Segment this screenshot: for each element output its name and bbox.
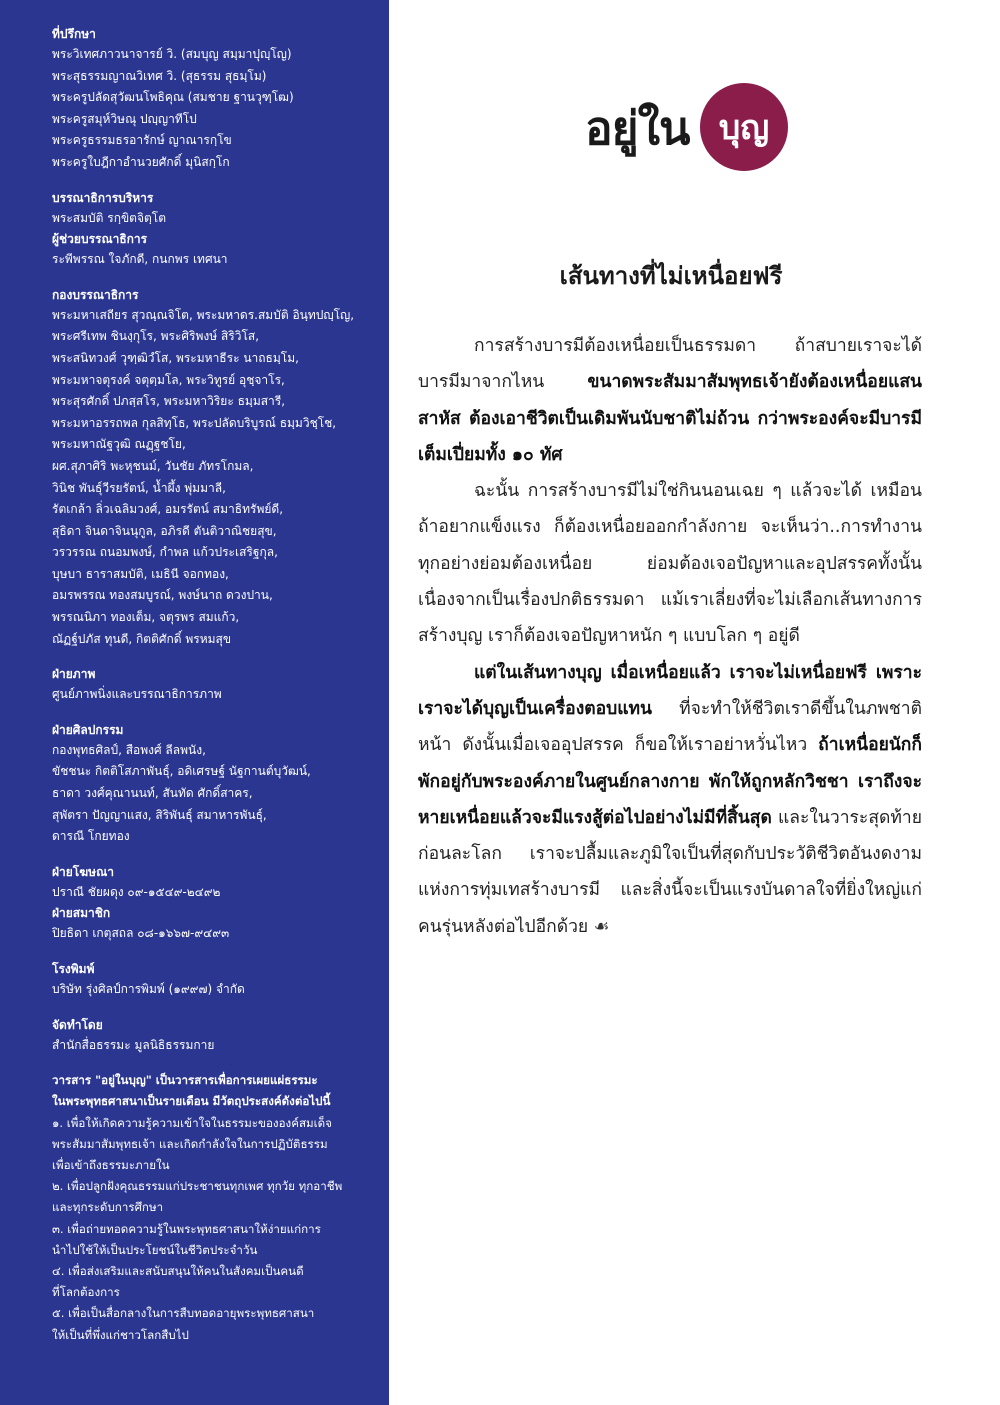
sidebar-line: นำไปใช้ให้เป็นประโยชน์ในชีวิตประจำวัน: [52, 1242, 258, 1257]
sidebar-section-exec-editor: [52, 188, 379, 230]
sidebar-heading: ฝ่ายศิลปกรรม: [52, 722, 124, 737]
sidebar-line: พระมหาเสถียร สุวณฺณจิโต, พระมหาดร.สมบัติ อินฺทปญฺโญ,: [52, 307, 355, 322]
sidebar-line: พระครูปลัดสุวัฒนโพธิคุณ (สมชาย ฐานวุฑฺโฒ): [52, 90, 294, 105]
bold-text-run: ขนาดพระสัมมาสัมพุทธเจ้ายังต้องเหนื่อยแสนสาหัส ต้องเอาชีวิตเป็นเดิมพันนับชาติไม่ถ้วน กว่าพระองค์จะมีบารมีเต็มเปี่ยมทั้ง ๑๐ ทัศ: [418, 372, 922, 465]
sidebar-section-art: [52, 720, 379, 848]
sidebar-section-publisher: [52, 1015, 379, 1057]
sidebar-line: บริษัท รุ่งศิลป์การพิมพ์ (๑๙๙๗) จำกัด: [52, 982, 245, 996]
sidebar-line: ระพีพรรณ ใจภักดี, กนกพร เทศนา: [52, 252, 228, 267]
end-leaf-icon: ☙: [593, 916, 610, 937]
sidebar-line: พระครูใบฎีกาอำนวยศักดิ์ มุนิสกฺโก: [52, 154, 230, 169]
sidebar-line: และทุกระดับการศึกษา: [52, 1200, 164, 1215]
sidebar-section-assistant-editor: [52, 229, 379, 271]
sidebar-line: ๒. เพื่อปลูกฝังคุณธรรมแก่ประชาชนทุกเพศ ทุกวัย ทุกอาชีพ: [52, 1179, 343, 1194]
sidebar-line: ๑. เพื่อให้เกิดความรู้ความเข้าใจในธรรมะขององค์สมเด็จ: [52, 1115, 332, 1130]
sidebar-section-purpose: [52, 1070, 379, 1346]
sidebar-heading: บรรณาธิการบริหาร: [52, 190, 154, 205]
sidebar-line: ธาดา วงศ์คุณานนท์, สันทัด ศักดิ์สาคร,: [52, 786, 253, 801]
sidebar-line: พระวิเทศภาวนาจารย์ วิ. (สมบุญ สมฺมาปุญฺโญ): [52, 47, 292, 61]
article-body: [418, 328, 922, 945]
sidebar-line: อมรพรรณ ทองสมบูรณ์, พงษ์นาถ ดวงปาน,: [52, 588, 273, 603]
credits-sidebar: [0, 0, 389, 1405]
sidebar-line: บุษบา ธาราสมบัติ, เมธินี จอกทอง,: [52, 566, 229, 581]
sidebar-section-advertising: [52, 862, 379, 904]
magazine-logo: [585, 80, 805, 170]
sidebar-line: ให้เป็นที่พึ่งแก่ชาวโลกสืบไป: [52, 1327, 189, 1342]
sidebar-line: พระมหาอรรถพล กุลสิทฺโธ, พระปลัดบริบูรณ์ ธมฺมวิชฺโช,: [52, 415, 337, 430]
sidebar-line: ๔. เพื่อส่งเสริมและสนับสนุนให้คนในสังคมเป็นคนดี: [52, 1264, 304, 1279]
bold-text-run: แต่ในเส้นทางบุญ เมื่อเหนื่อยแล้ว เราจะไม่เหนื่อยฟรี เพราะเราจะได้บุญเป็นเครื่องตอบแทน: [418, 662, 922, 719]
paragraph-3: [418, 655, 922, 945]
sidebar-line: เพื่อเข้าถึงธรรมะภายใน: [52, 1158, 170, 1172]
sidebar-line: วรวรรณ ถนอมพงษ์, กำพล แก้วประเสริฐกุล,: [52, 545, 278, 560]
sidebar-line: พระครูธรรมธรอารักษ์ ญาณารกฺโข: [52, 133, 232, 148]
sidebar-line: สุธิดา จินดาจินนุกูล, อภิรดี ตันติวาณิชยสุข,: [52, 523, 277, 538]
sidebar-section-advisors: [52, 24, 379, 174]
sidebar-line: ศูนย์ภาพนิ่งและบรรณาธิการภาพ: [52, 687, 222, 702]
sidebar-line: สำนักสื่อธรรมะ มูลนิธิธรรมกาย: [52, 1037, 215, 1052]
sidebar-section-editorial-board: [52, 285, 379, 651]
sidebar-line: ณัฏฐ์ปภัส ทุนดี, กิตติศักดิ์ พรหมสุข: [52, 631, 232, 646]
sidebar-line: ๕. เพื่อเป็นสื่อกลางในการสืบทอดอายุพระพุทธศาสนา: [52, 1306, 315, 1321]
paragraph-1: [418, 328, 922, 473]
text-run: และในวาระสุดท้ายก่อนละโลก เราจะปลื้มและภูมิใจเป็นที่สุดกับประวัติชีวิตอันงดงามแห่งการทุ่มเทสร้างบารมี และสิ่งนี้จะเป็นแรงบันดาลใจที่ยิ่งใหญ่แก่คนรุ่นหลังต่อไปอีกด้วย: [418, 807, 922, 937]
sidebar-line: ปิยธิดา เกตุสถล ๐๘-๑๖๖๗-๙๔๙๓: [52, 926, 230, 941]
logo-circle-badge: บุญ: [700, 83, 788, 171]
sidebar-line: กองพุทธศิลป์, สือพงศ์ ลีลพนัง,: [52, 742, 206, 757]
sidebar-line: ที่โลกต้องการ: [52, 1285, 120, 1300]
paragraph-2: [418, 473, 922, 654]
sidebar-line: พระศรีเทพ ชินงฺกุโร, พระศิริพงษ์ สิริวิโส,: [52, 329, 260, 344]
sidebar-heading: ผู้ช่วยบรรณาธิการ: [52, 232, 148, 247]
sidebar-line: ปราณี ชัยผดุง ๐๙-๑๕๔๙-๒๔๙๒: [52, 884, 221, 899]
sidebar-section-printing: [52, 959, 379, 1001]
sidebar-line: วินิช พันธุ์วีรยรัตน์, น้ำผึ้ง พุ่มมาลี,: [52, 480, 226, 495]
sidebar-line: พระสนิทวงศ์ วุฑฺฒิวํโส, พระมหาธีระ นาถธมฺโม,: [52, 350, 299, 365]
sidebar-heading: ในพระพุทธศาสนาเป็นรายเดือน มีวัตถุประสงค์ดังต่อไปนี้: [52, 1094, 331, 1109]
sidebar-heading: โรงพิมพ์: [52, 962, 95, 976]
sidebar-line: สุพัตรา ปัญญาแสง, สิริพันธุ์ สมาหารพันธุ์,: [52, 807, 267, 822]
text-run: การสร้างบารมีต้องเหนื่อยเป็นธรรมดา ถ้าสบายเราจะได้บารมีมาจากไหน: [418, 336, 922, 393]
sidebar-line: ๓. เพื่อถ่ายทอดความรู้ในพระพุทธศาสนาให้ง่ายแก่การ: [52, 1221, 321, 1236]
sidebar-line: พระสมบัติ รกฺขิตจิตฺโต: [52, 210, 167, 225]
sidebar-line: พระครูสมุห์วิษณุ ปญฺญาทีโป: [52, 111, 197, 126]
logo-text: อยู่ใน: [585, 101, 690, 155]
sidebar-line: รัตเกล้า ลิ่วเฉลิมวงศ์, อมรรัตน์ สมาธิทรัพย์ดี,: [52, 502, 284, 517]
sidebar-heading: จัดทำโดย: [52, 1017, 103, 1032]
sidebar-heading: กองบรรณาธิการ: [52, 287, 139, 302]
sidebar-heading: ฝ่ายโฆษณา: [52, 864, 114, 879]
text-run: ที่จะทำให้ชีวิตเราดีขึ้นในภพชาติหน้า ดังนั้นเมื่อเจออุปสรรค ก็ขอให้เราอย่าหวั่นไหว: [418, 698, 922, 756]
sidebar-line: พระสุรศักดิ์ ปภสฺสโร, พระมหาวิริยะ ธมฺมสารี,: [52, 394, 286, 409]
sidebar-heading: ฝ่ายสมาชิก: [52, 906, 111, 921]
sidebar-line: พระสัมมาสัมพุทธเจ้า และเกิดกำลังใจในการปฏิบัติธรรม: [52, 1136, 328, 1151]
sidebar-line: พรรณนิภา ทองเต็ม, จตุรพร สมแก้ว,: [52, 610, 240, 625]
sidebar-line: ดารณี โกยทอง: [52, 829, 130, 844]
sidebar-section-membership: [52, 903, 379, 945]
sidebar-line: พระมหาจตุรงค์ จตุตฺมโล, พระวิทูรย์ อุชฺจาโร,: [52, 372, 285, 387]
sidebar-line: ขัชชนะ กิตติโสภาพันธุ์, อดิเศรษฐ์ นัฐกานต์บุวัฒน์,: [52, 764, 311, 779]
text-run: ฉะนั้น การสร้างบารมีไม่ใช่กินนอนเฉย ๆ แล้วจะได้ เหมือนถ้าอยากแข็งแรง ก็ต้องเหนื่อยออกกำลังกาย จะเห็นว่า..การทำงานทุกอย่างย่อมต้องเหนื่อย ย่อมต้องเจอปัญหาและอุปสรรคทั้งนั้น เนื่องจากเป็นเรื่องปกติธรรมดา แม้เราเลี่ยงที่จะไม่เลือกเส้นทางการสร้างบุญ เราก็ต้องเจอปัญหาหนัก ๆ แบบโลก ๆ อยู่ดี: [418, 481, 922, 647]
sidebar-heading: ฝ่ายภาพ: [52, 667, 96, 682]
sidebar-line: พระสุธรรมญาณวิเทศ วิ. (สุธรรม สุธมฺโม): [52, 68, 267, 83]
sidebar-line: พระมหาณัฐวุฒิ ณฏฺฐชโย,: [52, 437, 186, 452]
sidebar-line: ผศ.สุภาศิริ พะหุชนม์, วันชัย ภัทรโกมล,: [52, 458, 254, 473]
bold-text-run: ถ้าเหนื่อยนักก็พักอยู่กับพระองค์ภายในศูนย์กลางกาย พักให้ถูกหลักวิชชา เราถึงจะหายเหนื่อยแล้วจะมีแรงสู้ต่อไปอย่างไม่มีที่สิ้นสุด: [418, 735, 922, 828]
article-title: เส้นทางที่ไม่เหนื่อยฟรี: [559, 262, 783, 290]
sidebar-heading: วารสาร "อยู่ในบุญ" เป็นวารสารเพื่อการเผยแผ่ธรรมะ: [52, 1073, 318, 1088]
sidebar-section-photo: [52, 664, 379, 706]
sidebar-heading: ที่ปรึกษา: [52, 27, 96, 41]
